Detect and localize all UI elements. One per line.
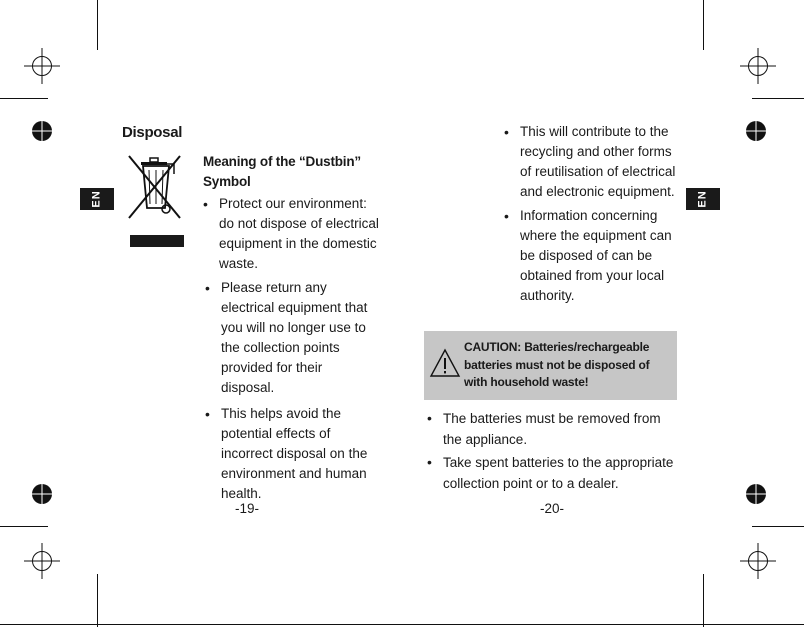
right-bottom-bullet-list — [427, 408, 682, 494]
language-tab-left: EN — [80, 188, 114, 210]
crossed-out-wheelie-bin-icon — [124, 152, 186, 222]
list-item: • Protect our environment: do not dispose of electrical equipment in the domestic waste. — [203, 194, 381, 274]
left-bullet-list — [203, 194, 383, 504]
crop-mark — [703, 0, 704, 50]
page-heading: Disposal — [122, 124, 183, 141]
registration-dot-icon — [745, 120, 767, 142]
crop-mark — [752, 526, 804, 527]
right-top-bullet-list — [504, 122, 686, 306]
crop-mark — [97, 574, 98, 627]
weee-underbar — [130, 235, 184, 247]
registration-mark-icon — [24, 48, 60, 84]
list-item: • This will contribute to the recycling and other forms of reutilisation of electrical and electronic equipment. — [504, 122, 680, 202]
registration-mark-icon — [740, 543, 776, 579]
page-number-left: -19- — [235, 501, 260, 516]
list-item: • Please return any electrical equipment that you will no longer use to the collection points provided for their disposal. — [205, 278, 379, 398]
page-number-right: -20- — [540, 501, 565, 516]
registration-dot-icon — [31, 483, 53, 505]
crop-mark — [703, 574, 704, 627]
warning-triangle-icon — [429, 348, 461, 378]
registration-mark-icon — [740, 48, 776, 84]
registration-mark-icon — [24, 543, 60, 579]
list-item: • The batteries must be removed from the appliance. — [427, 408, 679, 450]
list-item: • This helps avoid the potential effects of incorrect disposal on the environment and human health. — [205, 404, 383, 504]
crop-mark — [0, 624, 804, 625]
registration-dot-icon — [745, 483, 767, 505]
language-tab-right: EN — [686, 188, 720, 210]
crop-mark — [97, 0, 98, 50]
caution-text: CAUTION: Batteries/rechargeable batteries must not be disposed of with household waste! — [464, 340, 650, 389]
list-item: • Information concerning where the equipment can be disposed of can be obtained from your local authority. — [504, 206, 684, 306]
registration-dot-icon — [31, 120, 53, 142]
crop-mark — [0, 526, 48, 527]
crop-mark — [0, 98, 48, 99]
list-item: • Take spent batteries to the appropriate collection point or to a dealer. — [427, 452, 683, 494]
symbol-title: Meaning of the “Dustbin” Symbol — [203, 154, 361, 189]
crop-mark — [752, 98, 804, 99]
